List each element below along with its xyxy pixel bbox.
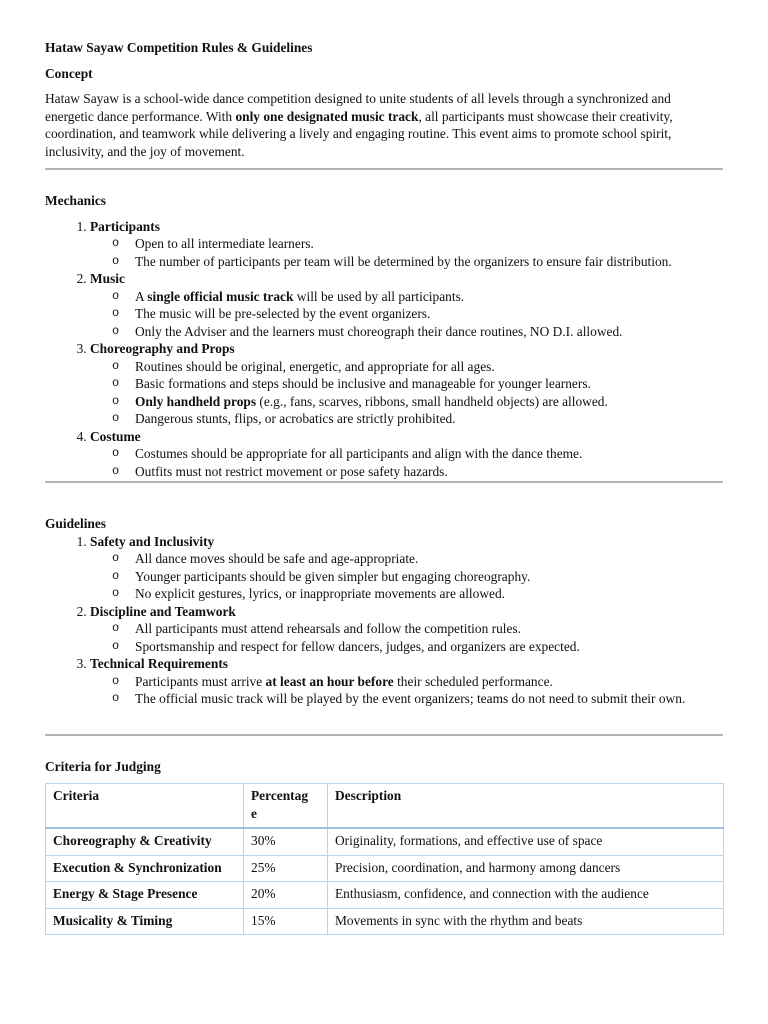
list-item-title: Choreography and Props — [90, 341, 235, 356]
cell-description: Precision, coordination, and harmony among dancers — [328, 855, 724, 882]
sub-list-item: o All participants must attend rehearsals and follow the competition rules. — [135, 620, 723, 638]
sub-list — [90, 550, 723, 603]
cell-description: Movements in sync with the rhythm and beats — [328, 908, 724, 935]
cell-criteria: Musicality & Timing — [46, 908, 244, 935]
cell-percentage: 20% — [244, 882, 328, 909]
sub-list — [90, 673, 723, 708]
criteria-table — [45, 783, 724, 935]
cell-percentage: 25% — [244, 855, 328, 882]
sub-list-item: o Open to all intermediate learners. — [135, 235, 723, 253]
cell-percentage: 15% — [244, 908, 328, 935]
list-item-title: Participants — [90, 218, 160, 234]
list-item-title: Technical Requirements — [90, 656, 228, 671]
table-row — [46, 882, 724, 909]
sub-list-item — [135, 393, 723, 411]
criteria-heading: Criteria for Judging — [45, 758, 161, 774]
mechanics-list — [45, 218, 723, 481]
sub-list — [90, 445, 723, 480]
sub-list — [90, 358, 723, 428]
bold-text: at least an hour before — [265, 673, 394, 689]
column-header-criteria: Criteria — [46, 784, 244, 829]
list-item-title: Music — [90, 271, 125, 286]
sub-list — [90, 235, 723, 270]
concept-text-1: Hataw Sayaw is a school-wide dance competition designed to unite students of all levels through a synchronized and energetic dance performance. With — [45, 91, 671, 124]
list-item — [90, 270, 723, 340]
list-item — [90, 533, 723, 603]
sub-list-item: o Costumes should be appropriate for all participants and align with the dance theme. — [135, 445, 723, 463]
sub-list-item: o The official music track will be played by the event organizers; teams do not need to submit their own. — [135, 690, 723, 708]
list-item — [90, 218, 723, 271]
cell-criteria: Choreography & Creativity — [46, 828, 244, 855]
table-row — [46, 908, 724, 935]
list-item-title: Discipline and Teamwork — [90, 603, 236, 619]
cell-description: Originality, formations, and effective use of space — [328, 828, 724, 855]
guidelines-list — [45, 533, 723, 708]
cell-percentage: 30% — [244, 828, 328, 855]
sub-list-item: o Basic formations and steps should be inclusive and manageable for younger learners. — [135, 375, 723, 393]
sub-list-item: o The number of participants per team will be determined by the organizers to ensure fair distribution. — [135, 253, 723, 271]
document-page — [45, 39, 723, 935]
column-header-percentage: Percentag e — [244, 784, 328, 829]
bold-text: Only handheld props — [135, 393, 257, 409]
list-item — [90, 340, 723, 428]
list-item-title: Costume — [90, 428, 141, 444]
table-header-row — [46, 784, 724, 829]
sub-list-item: o Younger participants should be given simpler but engaging choreography. — [135, 568, 723, 586]
sub-list-item — [135, 673, 723, 691]
bold-text: single official music track — [147, 288, 294, 304]
sub-list-item: o All dance moves should be safe and age-appropriate. — [135, 550, 723, 568]
table-row — [46, 828, 724, 855]
document-title: Hataw Sayaw Competition Rules & Guidelines — [45, 40, 313, 55]
sub-list-item: o The music will be pre-selected by the event organizers. — [135, 305, 723, 323]
criteria-table-body — [46, 828, 724, 935]
list-item — [90, 603, 723, 656]
concept-heading: Concept — [45, 65, 93, 81]
sub-list-item: o Only the Adviser and the learners must choreograph their dance routines, NO D.I. allowed. — [135, 323, 723, 341]
text-segment: their scheduled performance. — [393, 673, 553, 689]
sub-list — [90, 620, 723, 655]
concept-bold: only one designated music track — [235, 108, 419, 124]
cell-criteria: Execution & Synchronization — [46, 855, 244, 882]
cell-criteria: Energy & Stage Presence — [46, 882, 244, 909]
sub-list-item: o Routines should be original, energetic, and appropriate for all ages. — [135, 358, 723, 376]
table-row — [46, 855, 724, 882]
sub-list — [90, 288, 723, 341]
mechanics-heading: Mechanics — [45, 193, 106, 208]
text-segment: Participants must arrive — [135, 673, 266, 689]
list-item — [90, 655, 723, 708]
sub-list-item: o No explicit gestures, lyrics, or inappropriate movements are allowed. — [135, 585, 723, 603]
list-item — [90, 428, 723, 481]
concept-paragraph — [45, 90, 723, 160]
cell-description: Enthusiasm, confidence, and connection with the audience — [328, 882, 724, 909]
sub-list-item: o Outfits must not restrict movement or pose safety hazards. — [135, 463, 723, 481]
text-segment: A — [135, 288, 148, 304]
sub-list-item: o Dangerous stunts, flips, or acrobatics are strictly prohibited. — [135, 410, 723, 428]
concept-text-2: , all participants must showcase their creativity, coordination, and teamwork while delivering a lively and engaging routine. This event aims to promote school spirit, inclusivity, and the joy of movement. — [45, 108, 673, 159]
guidelines-heading: Guidelines — [45, 516, 107, 531]
text-segment: (e.g., fans, scarves, ribbons, small handheld objects) are allowed. — [256, 393, 608, 409]
column-header-description: Description — [328, 784, 724, 829]
list-item-title: Safety and Inclusivity — [90, 533, 215, 549]
sub-list-item: o Sportsmanship and respect for fellow dancers, judges, and organizers are expected. — [135, 638, 723, 656]
text-segment: will be used by all participants. — [293, 288, 465, 304]
sub-list-item — [135, 288, 723, 306]
